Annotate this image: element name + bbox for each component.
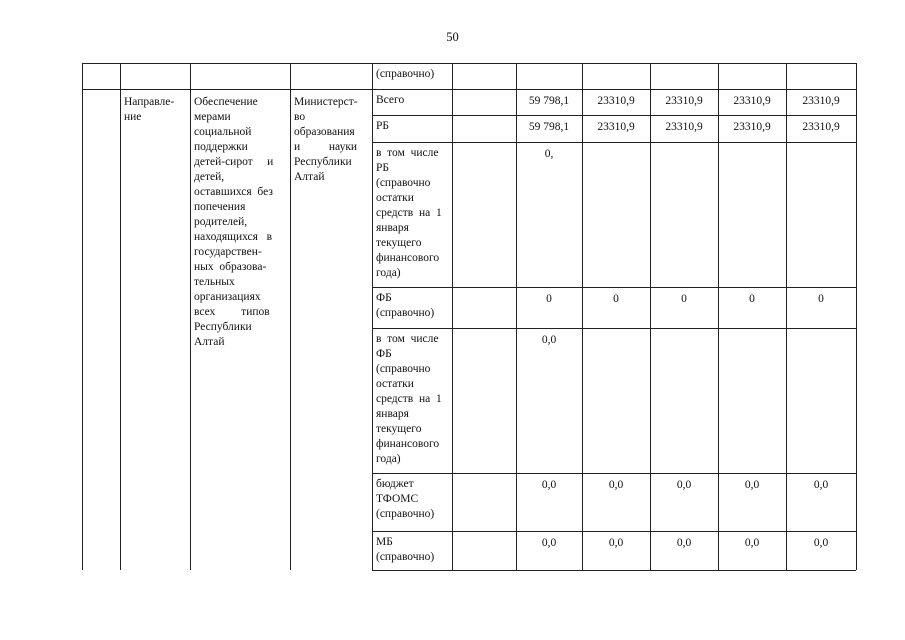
grid-hline xyxy=(372,473,856,474)
grid-hline xyxy=(82,63,856,64)
text-line: ных образова- xyxy=(194,261,267,273)
source-line: финансового xyxy=(376,438,440,450)
source-line: (справочно) xyxy=(376,508,435,520)
source-line: МБ xyxy=(376,536,393,548)
source-line: января xyxy=(376,222,409,234)
text-line: образования xyxy=(294,126,355,138)
text-line: оставшихся без xyxy=(194,186,273,198)
source-cell xyxy=(376,332,448,467)
source-line: РБ xyxy=(376,162,389,174)
grid-hline xyxy=(372,115,856,116)
value-cell: 23310,9 xyxy=(665,95,703,107)
source-line: текущего xyxy=(376,423,422,435)
text-line: детей, xyxy=(194,171,225,183)
text-line: мерами xyxy=(194,111,231,123)
source-cell xyxy=(376,93,448,108)
source-line: финансового xyxy=(376,252,440,264)
grid-hline xyxy=(372,570,856,571)
source-line: в том числе xyxy=(376,147,439,159)
text-line: всех типов xyxy=(194,306,270,318)
text-line: родителей, xyxy=(194,216,248,228)
grid-vline xyxy=(718,63,719,570)
grid-vline xyxy=(516,63,517,570)
value-cell: 0,0 xyxy=(541,479,557,491)
source-line: года) xyxy=(376,453,401,465)
source-line: остатки xyxy=(376,192,414,204)
source-line: (справочно xyxy=(376,177,431,189)
value-cell: 0,0 xyxy=(813,537,829,549)
text-line: поддержки xyxy=(194,141,248,153)
text-line: и науки xyxy=(294,141,358,153)
source-line: остатки xyxy=(376,378,414,390)
value-cell: 0,0 xyxy=(608,537,624,549)
source-line: бюджет xyxy=(376,478,414,490)
text-line: попечения xyxy=(194,201,246,213)
source-line: средств на 1 xyxy=(376,207,442,219)
value-cell: 23310,9 xyxy=(733,95,771,107)
value-cell: 59 798,1 xyxy=(528,121,570,133)
value-cell: 0,0 xyxy=(541,537,557,549)
source-cell xyxy=(376,535,448,565)
source-line: Всего xyxy=(376,94,405,106)
source-line: января xyxy=(376,408,409,420)
value-cell: 0,0 xyxy=(676,537,692,549)
text-line: ние xyxy=(124,111,142,123)
text-line: Обеспечение xyxy=(194,96,258,108)
source-line: года) xyxy=(376,267,401,279)
source-line: РБ xyxy=(376,120,389,132)
source-line: текущего xyxy=(376,237,422,249)
grid-vline xyxy=(452,63,453,570)
grid-vline xyxy=(290,63,291,570)
grid-hline xyxy=(82,89,856,90)
value-cell: 0,0 xyxy=(744,537,760,549)
source-line: (справочно) xyxy=(376,551,435,563)
value-cell: 0 xyxy=(546,293,552,305)
value-cell: 0,0 xyxy=(813,479,829,491)
text-line: Республики xyxy=(194,321,252,333)
value-cell: 0,0 xyxy=(541,334,557,346)
text-line: Республики xyxy=(294,156,352,168)
value-cell: 0, xyxy=(544,148,554,160)
value-cell: 23310,9 xyxy=(802,95,840,107)
text-line: Алтай xyxy=(194,336,225,348)
source-cell xyxy=(376,119,448,134)
text-line: детей-сирот и xyxy=(194,156,274,168)
source-line: (справочно xyxy=(376,363,431,375)
source-line: ФБ xyxy=(376,292,392,304)
text-line: государствен- xyxy=(194,246,262,258)
text-line: во xyxy=(294,111,306,123)
grid-hline xyxy=(372,287,856,288)
source-cell xyxy=(376,67,448,82)
value-cell: 0,0 xyxy=(608,479,624,491)
value-cell: 0 xyxy=(681,293,687,305)
grid-hline xyxy=(372,142,856,143)
source-line: ФБ xyxy=(376,348,392,360)
col3-text xyxy=(124,95,186,125)
source-cell xyxy=(376,146,448,281)
source-line: (справочно) xyxy=(376,68,435,80)
grid-vline xyxy=(786,63,787,570)
value-cell: 23310,9 xyxy=(597,95,635,107)
value-cell: 23310,9 xyxy=(597,121,635,133)
text-line: социальной xyxy=(194,126,252,138)
value-cell: 0 xyxy=(613,293,619,305)
text-line: организациях xyxy=(194,291,261,303)
value-cell: 0 xyxy=(818,293,824,305)
grid-vline xyxy=(582,63,583,570)
col5-text xyxy=(294,95,368,185)
value-cell: 23310,9 xyxy=(665,121,703,133)
text-line: Направле- xyxy=(124,96,175,108)
grid-vline xyxy=(650,63,651,570)
text-line: тельных xyxy=(194,276,235,288)
source-cell xyxy=(376,477,448,522)
text-line: находящихся в xyxy=(194,231,273,243)
grid-vline xyxy=(372,63,373,570)
col4-text xyxy=(194,95,286,350)
grid-vline xyxy=(82,63,83,570)
grid-hline xyxy=(372,531,856,532)
source-line: средств на 1 xyxy=(376,393,442,405)
source-line: (справочно) xyxy=(376,307,435,319)
grid-vline xyxy=(120,63,121,570)
grid-vline xyxy=(190,63,191,570)
source-line: в том числе xyxy=(376,333,439,345)
value-cell: 0 xyxy=(749,293,755,305)
value-cell: 23310,9 xyxy=(802,121,840,133)
value-cell: 0,0 xyxy=(676,479,692,491)
value-cell: 59 798,1 xyxy=(528,95,570,107)
value-cell: 23310,9 xyxy=(733,121,771,133)
page-number: 50 xyxy=(446,30,459,44)
source-line: ТФОМС xyxy=(376,493,419,505)
text-line: Министерст- xyxy=(294,96,358,108)
grid-hline xyxy=(372,328,856,329)
source-cell xyxy=(376,291,448,321)
value-cell: 0,0 xyxy=(744,479,760,491)
grid-vline xyxy=(856,63,857,570)
text-line: Алтай xyxy=(294,171,325,183)
